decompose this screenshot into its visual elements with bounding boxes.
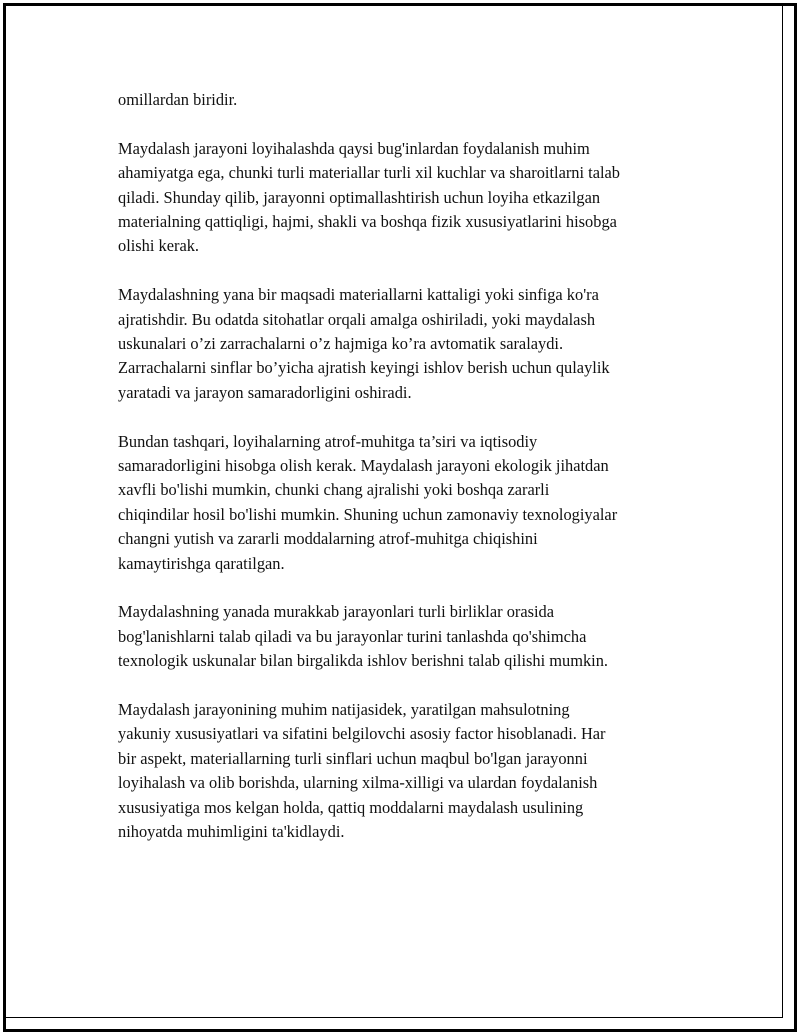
paragraph-6: Maydalash jarayonining muhim natijasidek, yaratilgan mahsulotning yakuniy xususiyatlari va sifatini belgilovchi asosiy factor hisoblanadi. Har bir aspekt, materiallarning turli sinflari uchun maqbul bo'lgan jarayonni loyihalash va olib borishda, ularning xilma-xilligi va ulardan foydalanish xususiyatiga mos kelgan holda, qattiq moddalarni maydalash usulining nihoyatda muhimligini ta'kidlaydi.	[118, 700, 606, 842]
paragraph-3: Maydalashning yana bir maqsadi materiallarni kattaligi yoki sinfiga ko'ra ajratishdir. Bu odatda sitohatlar orqali amalga oshiriladi, yoki maydalash uskunalari o’zi zarrachalarni o’z hajmiga ko’ra avtomatik saralaydi. Zarrachalarni sinflar bo’yicha ajratish keyingi ishlov berish uchun qulaylik yaratadi va jarayon samaradorligini oshiradi.	[118, 285, 610, 402]
paragraph-4: Bundan tashqari, loyihalarning atrof-muhitga ta’siri va iqtisodiy samaradorligini hisobga olish kerak. Maydalash jarayoni ekologik jihatdan xavfli bo'lishi mumkin, chunki chang ajralishi yoki boshqa zararli chiqindilar hosil bo'lishi mumkin. Shuning uchun zamonaviy texnologiyalar changni yutish va zararli moddalarning atrof-muhitga chiqishini kamaytirishga qaratilgan.	[118, 431, 618, 573]
document-body	[118, 88, 698, 869]
paragraph-5: Maydalashning yanada murakkab jarayonlari turli birliklar orasida bog'lanishlarni talab qiladi va bu jarayonlar turini tanlashda qo'shimcha texnologik uskunalar bilan birgalikda ishlov berishni talab qilishi mumkin.	[118, 602, 608, 671]
paragraph-1: omillardan biridir.	[118, 90, 238, 109]
paragraph-2: Maydalash jarayoni loyihalashda qaysi bug'inlardan foydalanish muhim ahamiyatga ega, chunki turli materiallar turli xil kuchlar va sharoitlarni talab qiladi. Shunday qilib, jarayonni optimallashtirish uchun loyiha etkazilgan materialning qattiqligi, hajmi, shakli va boshqa fizik xususiyatlarini hisobga olishi kerak.	[118, 138, 621, 256]
